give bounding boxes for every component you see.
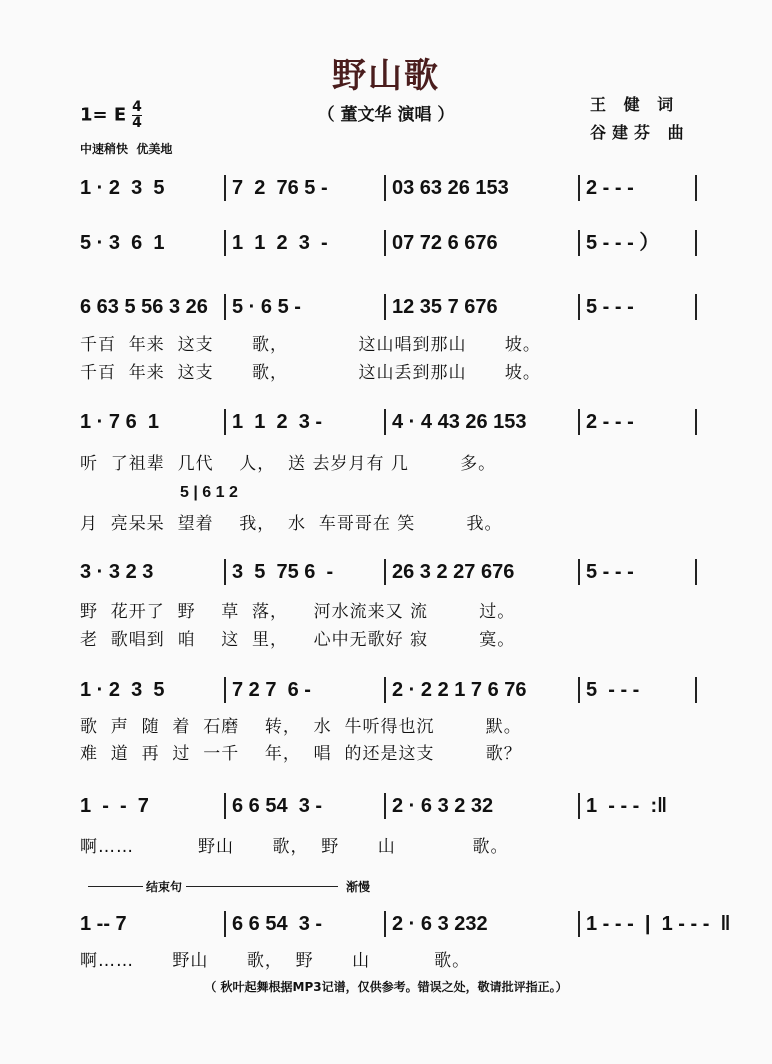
score-system-1 — [80, 173, 700, 203]
barline — [578, 175, 580, 201]
measure: 5 - - - — [586, 561, 634, 583]
score-system-6 — [80, 675, 700, 705]
measure: 1 - - - | 1 - - - ‖ — [586, 913, 731, 935]
key-label: 1= E — [80, 104, 127, 126]
barline — [578, 677, 580, 703]
ending-line — [88, 886, 143, 887]
measure: 07 72 6 676 — [392, 232, 498, 254]
barline — [695, 175, 697, 201]
score-system-3 — [80, 292, 700, 322]
barline — [224, 793, 226, 819]
lyric-line: 难 道 再 过 一千 年， 唱 的还是这支 歌？ — [80, 744, 522, 764]
measure: 5 - - - ） — [586, 232, 660, 254]
measure: 03 63 26 153 — [392, 177, 509, 199]
measure: 7 2 76 5 - — [232, 177, 328, 199]
variant-lyric: 月 亮呆呆 望着 我， 水 车哥哥在 笑 我。 — [80, 514, 503, 534]
composer-credit: 谷建芬 曲 — [590, 123, 690, 142]
measure: 4 · 4 43 26 153 — [392, 411, 527, 433]
measure: 3 5 75 6 - — [232, 561, 334, 583]
barline — [578, 793, 580, 819]
barline — [224, 294, 226, 320]
lyric-line: 老 歌唱到 咱 这 里， 心中无歌好 寂 寞。 — [80, 630, 516, 650]
measure: 1 1 2 3 - — [232, 411, 323, 433]
variant-notes-text: 5 | 6 1 2 — [180, 484, 238, 501]
barline — [384, 230, 386, 256]
measure: 2 · 6 3 232 — [392, 913, 488, 935]
footnote: （ 秋叶起舞根据MP3记谱，仅供参考。错误之处，敬请批评指正。） — [204, 980, 568, 994]
barline — [384, 793, 386, 819]
barline — [224, 911, 226, 937]
time-top: 4 — [132, 99, 142, 115]
lyric-line: 啊…… 野山 歌， 野 山 歌。 — [80, 837, 509, 857]
lyric-line: 歌 声 随 着 石磨 转， 水 牛听得也沉 默。 — [80, 717, 522, 737]
key-signature — [80, 100, 142, 131]
measure: 6 6 54 3 - — [232, 913, 323, 935]
measure: 2 - - - — [586, 177, 634, 199]
barline — [695, 294, 697, 320]
lyric-line: 啊…… 野山 歌， 野 山 歌。 — [80, 951, 471, 971]
barline — [384, 175, 386, 201]
barline — [384, 559, 386, 585]
score-system-7 — [80, 791, 700, 821]
measure: 26 3 2 27 676 — [392, 561, 515, 583]
measure: 1 -- 7 — [80, 913, 127, 935]
variant-notes — [180, 478, 300, 508]
barline — [224, 559, 226, 585]
barline — [695, 409, 697, 435]
lyric-line: 千百 年来 这支 歌， 这山唱到那山 坡。 — [80, 335, 541, 355]
barline — [695, 559, 697, 585]
barline — [578, 409, 580, 435]
measure: 5 - - - — [586, 679, 640, 701]
barline — [695, 677, 697, 703]
barline — [384, 294, 386, 320]
barline — [578, 230, 580, 256]
lyric-line: 野 花开了 野 草 落， 河水流来又 流 过。 — [80, 602, 516, 622]
tempo-change: 渐慢 — [346, 880, 371, 894]
measure: 12 35 7 676 — [392, 296, 498, 318]
ending-line-2 — [186, 886, 338, 887]
measure: 2 · 6 3 2 32 — [392, 795, 494, 817]
barline — [578, 294, 580, 320]
measure: 6 63 5 56 3 26 — [80, 296, 208, 318]
time-bottom: 4 — [132, 115, 142, 131]
measure: 6 6 54 3 - — [232, 795, 323, 817]
barline — [224, 175, 226, 201]
measure: 1 - - 7 — [80, 795, 149, 817]
barline — [578, 911, 580, 937]
measure: 1 - - - :‖ — [586, 795, 668, 817]
score-system-2 — [80, 228, 700, 258]
score-system-4 — [80, 407, 700, 437]
measure: 1 · 2 3 5 — [80, 177, 165, 199]
measure: 5 · 6 5 - — [232, 296, 301, 318]
lyric-line: 千百 年来 这支 歌， 这山丢到那山 坡。 — [80, 363, 541, 383]
time-signature — [132, 100, 142, 131]
lyricist-credit: 王 健 词 — [590, 95, 680, 114]
barline — [384, 911, 386, 937]
song-title: 野山歌 — [332, 56, 440, 96]
score-system-8 — [80, 909, 731, 939]
score-system-5 — [80, 557, 700, 587]
barline — [224, 230, 226, 256]
measure: 2 · 2 2 1 7 6 76 — [392, 679, 527, 701]
measure: 5 - - - — [586, 296, 634, 318]
singer-credit: （ 董文华 演唱 ） — [317, 105, 455, 125]
lyric-line: 听 了祖辈 几代 人， 送 去岁月有 几 多。 — [80, 454, 497, 474]
measure: 1 1 2 3 - — [232, 232, 328, 254]
measure: 2 - - - — [586, 411, 634, 433]
barline — [695, 230, 697, 256]
ending-label: 结束句 — [146, 880, 183, 894]
measure: 3 · 3 2 3 — [80, 561, 154, 583]
measure: 1 · 7 6 1 — [80, 411, 159, 433]
measure: 7 2 7 6 - — [232, 679, 311, 701]
barline — [224, 409, 226, 435]
barline — [384, 409, 386, 435]
barline — [578, 559, 580, 585]
barline — [384, 677, 386, 703]
barline — [224, 677, 226, 703]
measure: 5 · 3 6 1 — [80, 232, 165, 254]
tempo-marking: 中速稍快 优美地 — [80, 142, 173, 156]
measure: 1 · 2 3 5 — [80, 679, 165, 701]
